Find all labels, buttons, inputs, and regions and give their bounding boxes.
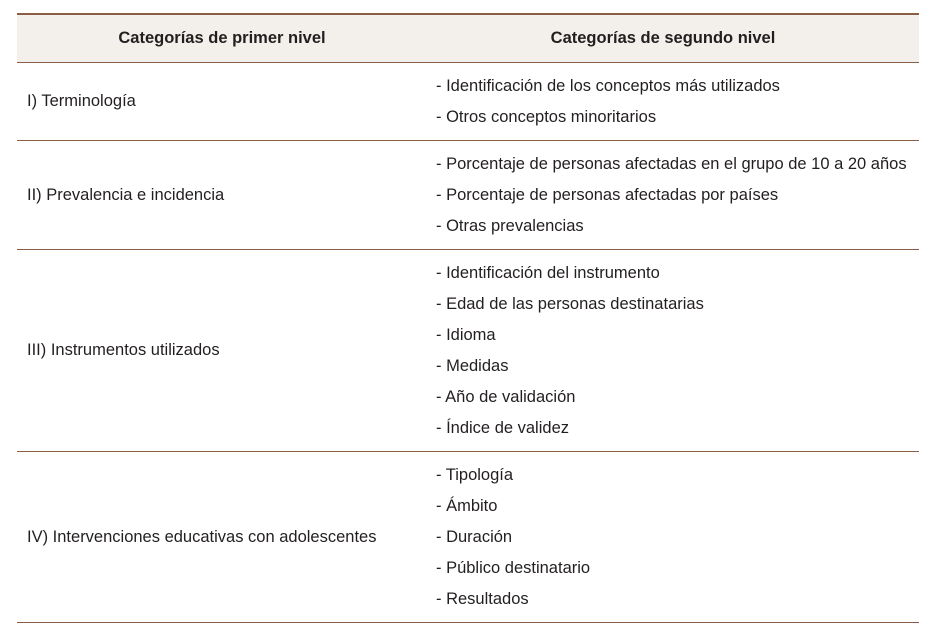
list-item: - Resultados (436, 589, 529, 608)
second-level-list (427, 258, 919, 444)
header-first-level: Categorías de primer nivel (118, 29, 326, 47)
table-row (17, 63, 919, 140)
first-level-category: I) Terminología (27, 92, 136, 110)
table-header (17, 15, 919, 62)
first-level-category: III) Instrumentos utilizados (27, 341, 220, 359)
header-second-level: Categorías de segundo nivel (550, 29, 776, 47)
second-level-list (427, 460, 919, 615)
first-level-category: II) Prevalencia e incidencia (27, 185, 225, 204)
list-item: - Tipología (436, 465, 514, 484)
list-item: - Público destinatario (436, 558, 591, 577)
categories-table (17, 13, 919, 623)
table-bottom-rule (17, 622, 919, 623)
list-item: - Porcentaje de personas afectadas por países (436, 185, 779, 204)
list-item: - Año de validación (436, 387, 576, 406)
list-item: - Edad de las personas destinatarias (436, 294, 704, 313)
list-item: - Medidas (436, 356, 509, 375)
table-row (17, 250, 919, 451)
list-item: - Ámbito (436, 496, 498, 515)
list-item: - Índice de validez (436, 418, 569, 437)
list-item: - Duración (436, 527, 513, 546)
list-item: - Otras prevalencias (436, 216, 584, 235)
second-level-list (427, 71, 919, 133)
list-item: - Identificación de los conceptos más utilizados (436, 76, 780, 95)
list-item: - Otros conceptos minoritarios (436, 107, 657, 126)
first-level-category: IV) Intervenciones educativas con adolescentes (27, 527, 377, 546)
second-level-list (427, 149, 919, 242)
table-row (17, 452, 919, 622)
table-row (17, 141, 919, 249)
list-item: - Idioma (436, 325, 496, 344)
list-item: - Identificación del instrumento (436, 263, 660, 282)
list-item: - Porcentaje de personas afectadas en el grupo de 10 a 20 años (436, 154, 907, 173)
